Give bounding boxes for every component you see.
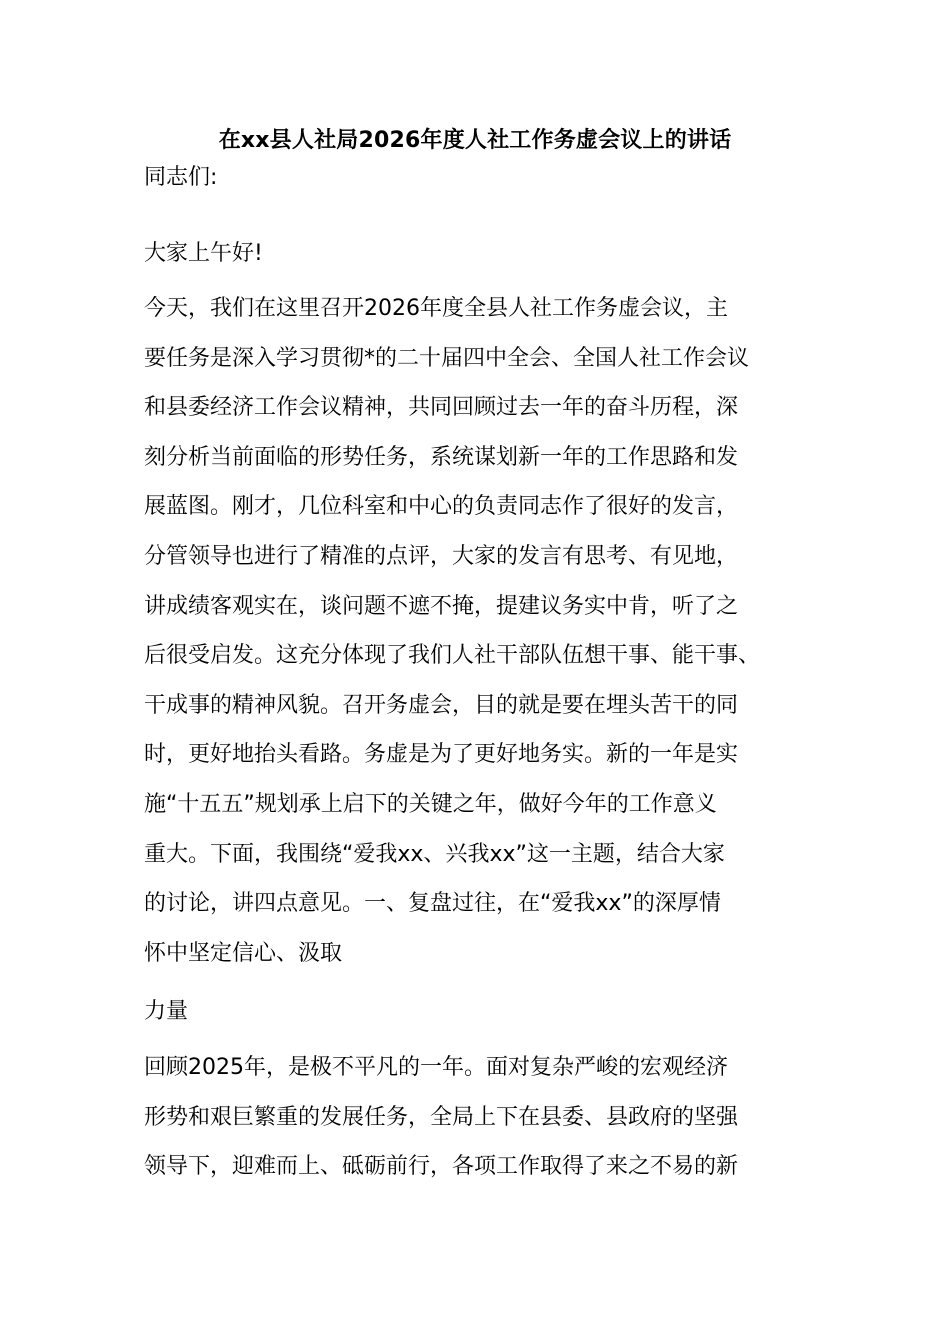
paragraph-line: 展蓝图。刚才，几位科室和中心的负责同志作了很好的发言， [144, 494, 739, 520]
paragraph-line: 怀中坚定信心、汲取 [144, 940, 343, 966]
paragraph-line: 刻分析当前面临的形势任务，系统谋划新一年的工作思路和发 [144, 444, 739, 470]
greeting: 大家上午好! [144, 241, 263, 266]
heading-tail: 力量 [144, 999, 189, 1024]
paragraph-line: 的讨论，讲四点意见。一、复盘过往，在“爱我xx”的深厚情 [144, 891, 721, 917]
paragraph-line: 时，更好地抬头看路。务虚是为了更好地务实。新的一年是实 [144, 742, 739, 768]
paragraph-line: 施“十五五”规划承上启下的关键之年，做好今年的工作意义 [144, 791, 717, 817]
paragraph-line: 和县委经济工作会议精神，共同回顾过去一年的奋斗历程，深 [144, 395, 739, 421]
paragraph-1 [144, 284, 808, 978]
document-title: 在xx县人社局2026年度人社工作务虚会议上的讲话 [218, 128, 732, 153]
paragraph-2 [144, 1043, 808, 1192]
paragraph-line: 讲成绩客观实在，谈问题不遮不掩，提建议务实中肯，听了之 [144, 593, 739, 619]
paragraph-line: 干成事的精神风貌。召开务虚会，目的就是要在埋头苦干的同 [144, 692, 739, 718]
salutation: 同志们: [144, 165, 218, 190]
paragraph-line: 回顾2025年，是极不平凡的一年。面对复杂严峻的宏观经济 [144, 1055, 728, 1080]
paragraph-line: 形势和艰巨繁重的发展任务，全局上下在县委、县政府的坚强 [144, 1104, 739, 1130]
paragraph-line: 分管领导也进行了精准的点评，大家的发言有思考、有见地， [144, 543, 739, 569]
paragraph-line: 重大。下面，我围绕“爱我xx、兴我xx”这一主题，结合大家 [144, 841, 725, 867]
paragraph-line: 领导下，迎难而上、砥砺前行，各项工作取得了来之不易的新 [144, 1154, 739, 1180]
paragraph-line: 要任务是深入学习贯彻*的二十届四中全会、全国人社工作会议 [144, 345, 750, 371]
paragraph-line: 后很受启发。这充分体现了我们人社干部队伍想干事、能干事、 [144, 643, 761, 669]
paragraph-line: 今天，我们在这里召开2026年度全县人社工作务虚会议，主 [144, 296, 728, 321]
